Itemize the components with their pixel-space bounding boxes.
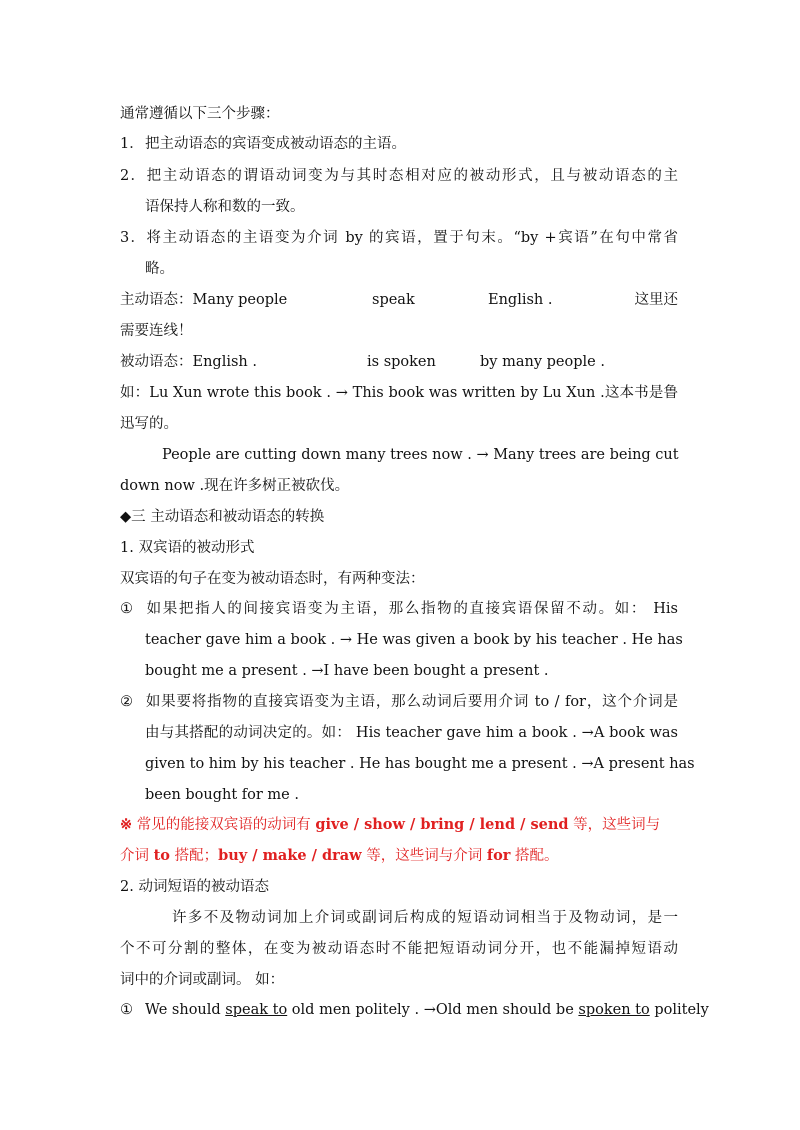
text: 如果要将指物的直接宾语变为主语，那么动词后要用介词 to / for，这个介词是 xyxy=(145,694,678,710)
text: 被动语态：English . xyxy=(120,354,257,370)
step-number: 3． xyxy=(120,230,145,246)
text: English . xyxy=(488,292,553,308)
step-2-cont xyxy=(145,197,678,217)
text: 把主动语态的宾语变成被动语态的主语。 xyxy=(145,136,406,152)
paragraph-line xyxy=(172,908,678,928)
text: 迅写的。 xyxy=(120,416,178,432)
underlined-phrase: speak to xyxy=(225,1002,288,1018)
example-2-cont xyxy=(120,476,678,496)
text: politely xyxy=(649,1002,709,1018)
text: bought me a present . →I have been bought a present . xyxy=(145,663,549,679)
rule-2-cont xyxy=(145,723,678,743)
rule-1 xyxy=(120,599,678,619)
text: 如果把指人的间接宾语变为主语，那么指物的直接宾语保留不动。如： His xyxy=(145,601,678,617)
step-3-cont xyxy=(145,259,678,279)
text: 介词 xyxy=(120,848,154,864)
text: given to him by his teacher . He has bought me a present . →A present has xyxy=(145,756,695,772)
example-number: ① xyxy=(120,1002,133,1018)
subheading-1 xyxy=(120,538,678,558)
text: 2. 动词短语的被动语态 xyxy=(120,879,269,895)
text: 许多不及物动词加上介词或副词后构成的短语动词相当于及物动词，是一 xyxy=(172,910,678,926)
highlight-note-cont xyxy=(120,846,678,866)
section-heading xyxy=(120,507,678,527)
text: speak xyxy=(372,292,415,308)
text: 等，这些词与 xyxy=(568,817,661,833)
step-number: 1． xyxy=(120,136,144,152)
rule-1-cont xyxy=(145,661,678,681)
step-3 xyxy=(120,228,678,248)
rule-number: ① xyxy=(120,601,133,617)
text: by many people . xyxy=(480,354,605,370)
text: 把主动语态的谓语动词变为与其时态相对应的被动形式，且与被动语态的主 xyxy=(145,168,678,184)
intro-line xyxy=(120,104,678,124)
text: We should xyxy=(145,1002,226,1018)
rule-number: ② xyxy=(120,694,133,710)
text: 1. 双宾语的被动形式 xyxy=(120,540,255,556)
paragraph-line xyxy=(120,970,678,990)
paragraph-line xyxy=(120,569,678,589)
text: 常见的能接双宾语的动词有 xyxy=(132,817,316,833)
text: down now .现在许多树正被砍伐。 xyxy=(120,478,350,494)
text: old men politely . →Old men should be xyxy=(287,1002,579,1018)
rule-2 xyxy=(120,692,678,712)
verb-list: give / show / bring / lend / send xyxy=(315,816,569,833)
text: 语保持人称和数的一致。 xyxy=(145,199,305,215)
text: ◆三 主动语态和被动语态的转换 xyxy=(120,509,325,525)
active-voice-line xyxy=(120,290,678,310)
text: 搭配； xyxy=(169,848,219,864)
text: 通常遵循以下三个步骤： xyxy=(120,106,280,122)
preposition: for xyxy=(486,847,511,864)
rule-2-cont xyxy=(145,754,695,774)
paragraph-line xyxy=(120,939,678,959)
text: 主动语态：Many people xyxy=(120,292,288,308)
example-1-cont xyxy=(120,414,678,434)
text: 这里还 xyxy=(634,292,678,308)
step-number: 2． xyxy=(120,168,145,184)
phrase-example xyxy=(120,1000,709,1020)
text: 如：Lu Xun wrote this book . → This book was written by Lu Xun .这本书是鲁 xyxy=(120,385,678,401)
text: 词中的介词或副词。 如： xyxy=(120,972,285,988)
text: 由与其搭配的动词决定的。如： His teacher gave him a book . →A book was xyxy=(145,725,678,741)
text: been bought for me . xyxy=(145,787,299,803)
text: is spoken xyxy=(367,354,436,370)
step-2 xyxy=(120,166,678,186)
text: 个不可分割的整体，在变为被动语态时不能把短语动词分开，也不能漏掉短语动 xyxy=(120,941,678,957)
text: teacher gave him a book . → He was given a book by his teacher . He has xyxy=(145,632,683,648)
step-1 xyxy=(120,134,678,154)
note-mark: ※ xyxy=(120,816,133,833)
rule-2-cont xyxy=(145,785,678,805)
subheading-2 xyxy=(120,877,678,897)
example-2 xyxy=(162,445,678,465)
note-line xyxy=(120,321,678,341)
text: 将主动语态的主语变为介词 by 的宾语，置于句末。“by +宾语”在句中常省 xyxy=(145,230,678,246)
preposition: to xyxy=(153,847,170,864)
underlined-phrase: spoken to xyxy=(578,1002,650,1018)
text: 双宾语的句子在变为被动语态时，有两种变法： xyxy=(120,571,425,587)
example-1 xyxy=(120,383,678,403)
rule-1-cont xyxy=(145,630,683,650)
verb-list: buy / make / draw xyxy=(218,847,362,864)
text: 略。 xyxy=(145,261,174,277)
text: 需要连线！ xyxy=(120,323,193,339)
text: 等，这些词与介词 xyxy=(361,848,487,864)
highlight-note xyxy=(120,815,678,835)
passive-voice-line xyxy=(120,352,678,372)
text: People are cutting down many trees now . → Many trees are being cut xyxy=(162,447,679,463)
text: 搭配。 xyxy=(510,848,559,864)
